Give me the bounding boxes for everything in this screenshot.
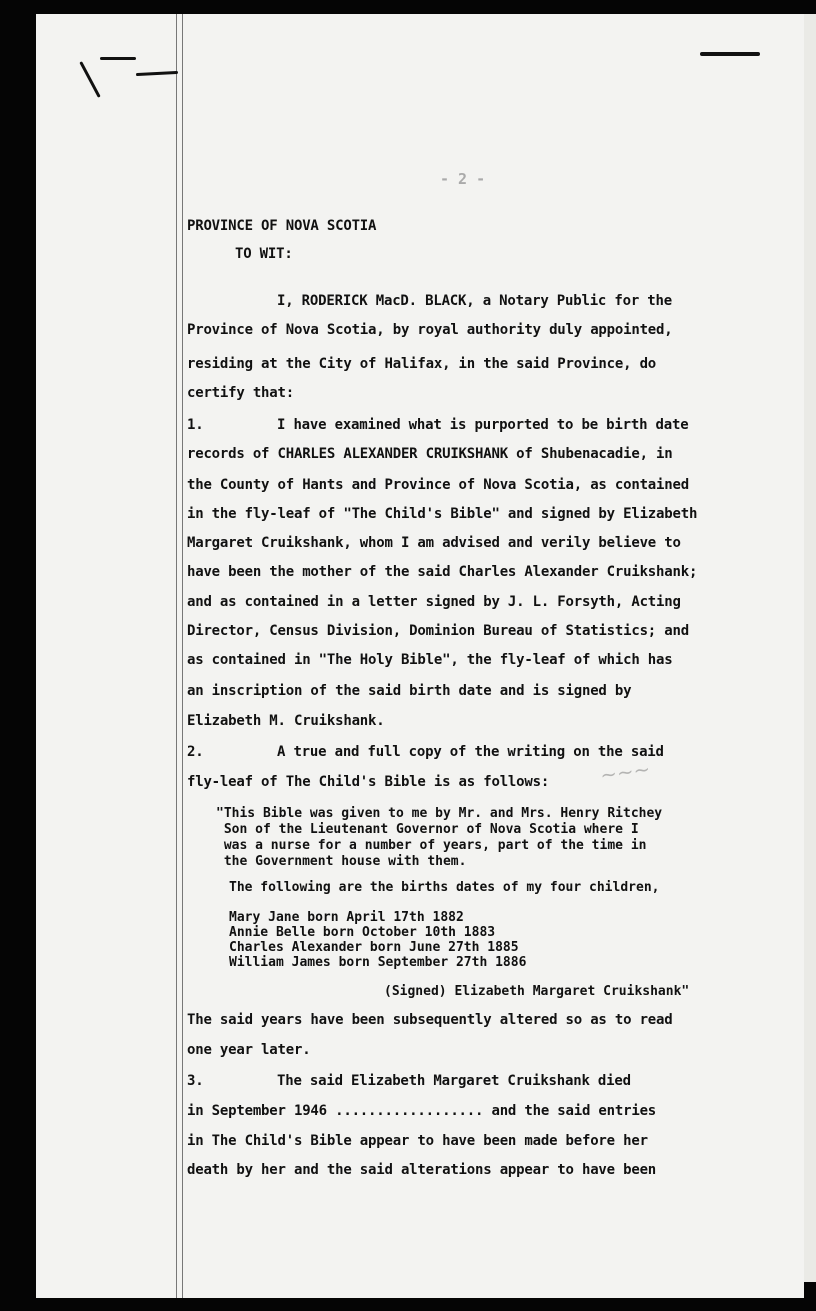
page-number: - 2 - bbox=[440, 170, 486, 188]
para1-line: have been the mother of the said Charles Alexander Cruikshank; bbox=[187, 564, 698, 580]
para2-line: fly-leaf of The Child's Bible is as follows: bbox=[187, 774, 550, 790]
intro-line: I, RODERICK MacD. BLACK, a Notary Public for the bbox=[277, 293, 672, 309]
para1-line: Elizabeth M. Cruikshank. bbox=[187, 713, 385, 729]
left-margin-rule bbox=[176, 14, 177, 1298]
para3-line: death by her and the said alterations appear to have been bbox=[187, 1162, 657, 1178]
para1-line: the County of Hants and Province of Nova Scotia, as contained bbox=[187, 477, 689, 493]
left-margin-rule-2 bbox=[182, 14, 183, 1298]
intro-line: residing at the City of Halifax, in the said Province, do bbox=[187, 356, 657, 372]
paragraph-number: 1. bbox=[187, 417, 204, 433]
birth-entry: William James born September 27th 1886 bbox=[229, 955, 527, 970]
intro-line: certify that: bbox=[187, 385, 294, 401]
para2-line: A true and full copy of the writing on the said bbox=[277, 744, 664, 760]
bible-quote-line: "This Bible was given to me by Mr. and Mrs. Henry Ritchey bbox=[216, 806, 663, 821]
para1-line: I have examined what is purported to be birth date bbox=[277, 417, 689, 433]
signed-line: (Signed) Elizabeth Margaret Cruikshank" bbox=[384, 984, 690, 999]
birth-entry: Annie Belle born October 10th 1883 bbox=[229, 925, 496, 940]
scan-mark bbox=[100, 57, 136, 60]
paragraph-number: 2. bbox=[187, 744, 204, 760]
para1-line: in the fly-leaf of "The Child's Bible" and signed by Elizabeth bbox=[187, 506, 698, 522]
paragraph-number: 3. bbox=[187, 1073, 204, 1089]
intro-line: Province of Nova Scotia, by royal authority duly appointed, bbox=[187, 322, 673, 338]
province-heading: PROVINCE OF NOVA SCOTIA bbox=[187, 218, 377, 234]
birth-entry: Mary Jane born April 17th 1882 bbox=[229, 910, 464, 925]
para1-line: Director, Census Division, Dominion Bureau of Statistics; and bbox=[187, 623, 689, 639]
para2-after-line: one year later. bbox=[187, 1042, 311, 1058]
para1-line: as contained in "The Holy Bible", the fly-leaf of which has bbox=[187, 652, 673, 668]
births-intro: The following are the births dates of my four children, bbox=[229, 880, 660, 895]
para3-line: in The Child's Bible appear to have been made before her bbox=[187, 1133, 648, 1149]
para1-line: and as contained in a letter signed by J. L. Forsyth, Acting bbox=[187, 594, 681, 610]
para1-line: Margaret Cruikshank, whom I am advised and verily believe to bbox=[187, 535, 681, 551]
para1-line: an inscription of the said birth date and is signed by bbox=[187, 683, 632, 699]
bible-quote-line: Son of the Lieutenant Governor of Nova Scotia where I bbox=[216, 822, 639, 837]
para1-line: records of CHARLES ALEXANDER CRUIKSHANK of Shubenacadie, in bbox=[187, 446, 673, 462]
bleed-through-signature: ~~~ bbox=[598, 756, 652, 788]
bible-quote-line: the Government house with them. bbox=[216, 854, 467, 869]
to-wit-heading: TO WIT: bbox=[235, 246, 293, 262]
birth-entry: Charles Alexander born June 27th 1885 bbox=[229, 940, 519, 955]
scan-mark bbox=[700, 52, 760, 56]
para3-line: The said Elizabeth Margaret Cruikshank died bbox=[277, 1073, 631, 1089]
para2-after-line: The said years have been subsequently altered so as to read bbox=[187, 1012, 673, 1028]
bible-quote-line: was a nurse for a number of years, part of the time in bbox=[216, 838, 647, 853]
para3-line: in September 1946 .................. and the said entries bbox=[187, 1103, 657, 1119]
